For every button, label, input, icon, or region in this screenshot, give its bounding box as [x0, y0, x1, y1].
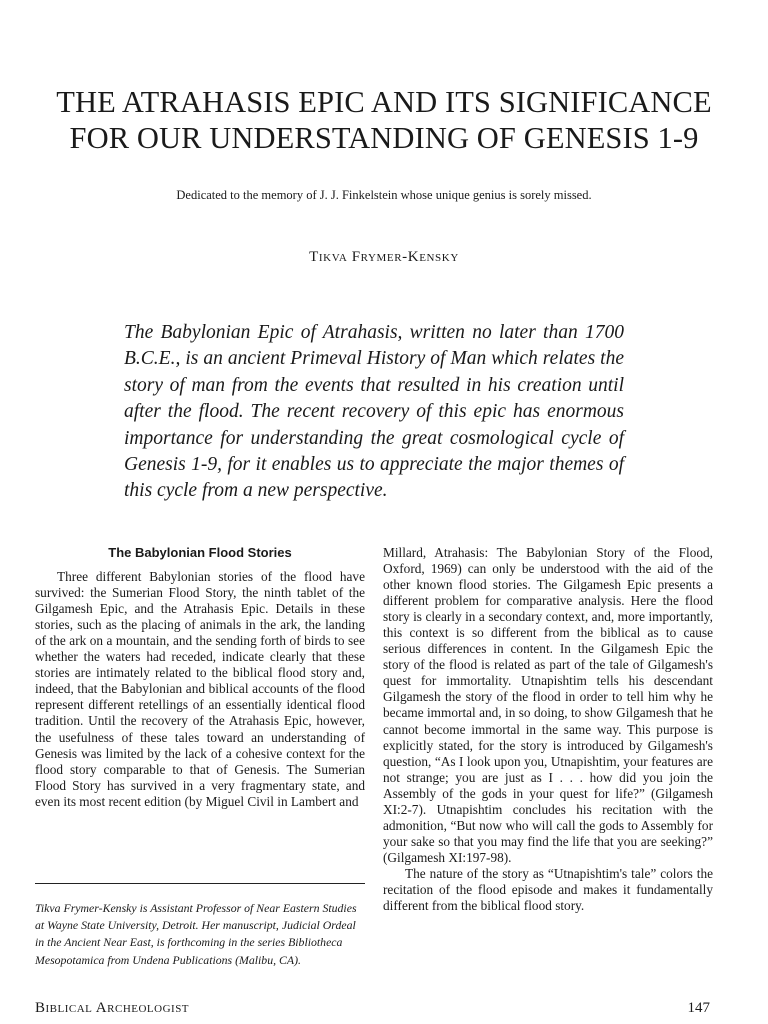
left-column — [35, 545, 365, 810]
journal-name: Biblical Archeologist — [35, 1000, 190, 1016]
abstract-text: The Babylonian Epic of Atrahasis, written no later than 1700 B.C.E., is an ancient Primeval History of Man which relates the story of man from the events that resulted in his creation until after the flood. The recent recovery of this epic has enormous importance for understanding the great cosmological cycle of Genesis 1-9, for it enables us to appreciate the major themes of this cycle from a new perspective. — [124, 322, 624, 502]
title-line-1: THE ATRAHASIS EPIC AND ITS SIGNIFICANCE — [56, 85, 712, 119]
right-column — [383, 545, 713, 914]
right-column-paragraph-1: Millard, Atrahasis: The Babylonian Story of the Flood, Oxford, 1969) can only be understood with the aid of the other known flood stories. The Gilgamesh Epic presents a different problem for comparative analysis. Here the flood story is clearly in a secondary context, and, more importantly, this context is so different from the biblical as to cause serious differences in content. In the Gilgamesh Epic the story of the flood is related as part of the tale of Gilgamesh's quest for immortality. Utnapishtim tells his descendant Gilgamesh the story of the flood in order to tell him why he became immortal and, in so doing, to show Gilgamesh that he cannot become immortal in the same way. This purpose is explicitly stated, for the story is introduced by Gilgamesh's question, “As I look upon you, Utnapishtim, your features are not strange; you are just as I . . . how did you join the Assembly of the gods in your quest for life?” (Gilgamesh XI:2-7). Utnapishtim concludes his recitation with the admonition, “But now who will call the gods to Assembly for your sake so that you may find the life that you are seeking?” (Gilgamesh XI:197-98). — [383, 545, 713, 865]
abstract — [124, 320, 624, 505]
footnote-divider — [35, 883, 365, 884]
title-line-2: FOR OUR UNDERSTANDING OF GENESIS 1-9 — [69, 121, 699, 155]
section-heading: The Babylonian Flood Stories — [108, 545, 292, 560]
dedication: Dedicated to the memory of J. J. Finkelstein whose unique genius is sorely missed. — [176, 188, 592, 202]
left-column-paragraph: Three different Babylonian stories of the flood have survived: the Sumerian Flood Story, the ninth tablet of the Gilgamesh Epic, and the Atrahasis Epic. Details in these stories, such as the placing of animals in the ark, the landing of the ark on a mountain, and the sending forth of birds to see whether the waters had receded, indicate clearly that these stories are intimately related to the biblical flood story and, indeed, that the Babylonian and biblical accounts of the flood represent different retellings of an essentially identical flood tradition. Until the recovery of the Atrahasis Epic, however, the usefulness of these tales toward an understanding of Genesis was limited by the lack of a cohesive context for the flood story comparable to that of Genesis. The Sumerian Flood Story has survived in a very fragmentary state, and even its most recent edition (by Miguel Civil in Lambert and — [35, 569, 365, 809]
right-column-paragraph-2: The nature of the story as “Utnapishtim's tale” colors the recitation of the flood episode and makes it fundamentally different from the biblical flood story. — [383, 865, 713, 914]
article-title — [0, 84, 768, 156]
author-name: Tikva Frymer-Kensky — [309, 249, 459, 265]
author-footnote: Tikva Frymer-Kensky is Assistant Professor of Near Eastern Studies at Wayne State University, Detroit. Her manuscript, Judicial Ordeal in the Ancient Near East, is forthcoming in the series Bibliotheca Mesopotamica from Undena Publications (Malibu, CA). — [35, 901, 357, 967]
page-number: 147 — [687, 1000, 710, 1016]
